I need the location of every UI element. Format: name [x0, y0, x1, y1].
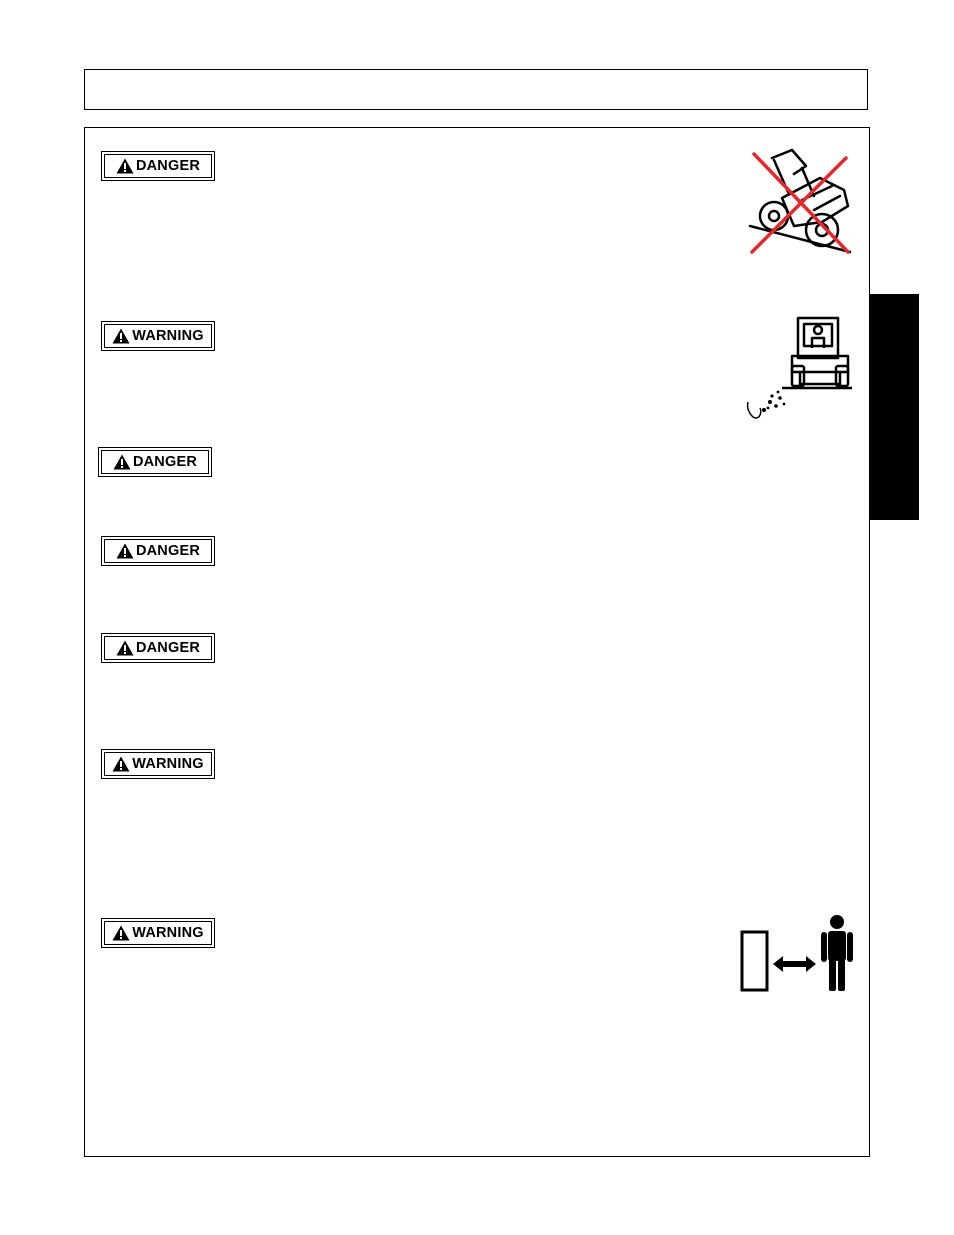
alert-triangle-icon: [112, 328, 130, 344]
label-word: WARNING: [132, 925, 204, 941]
danger-label: [101, 633, 215, 663]
section-side-tab: [869, 294, 919, 520]
alert-triangle-icon: [116, 543, 134, 559]
warning-label: [101, 918, 215, 948]
danger-label: [101, 151, 215, 181]
person-keep-distance-icon: [738, 912, 858, 994]
alert-triangle-icon: [116, 640, 134, 656]
page-header-box: [84, 69, 868, 110]
tractor-thrown-debris-icon: [742, 314, 854, 426]
alert-triangle-icon: [112, 756, 130, 772]
alert-triangle-icon: [112, 925, 130, 941]
label-word: DANGER: [135, 543, 201, 559]
alert-triangle-icon: [116, 158, 134, 174]
label-word: WARNING: [132, 328, 204, 344]
danger-label: [98, 447, 212, 477]
tractor-rollover-prohibited-icon: [742, 148, 854, 258]
alert-triangle-icon: [113, 454, 131, 470]
label-word: DANGER: [135, 158, 201, 174]
label-word: WARNING: [132, 756, 204, 772]
warning-label: [101, 321, 215, 351]
label-word: DANGER: [135, 640, 201, 656]
danger-label: [101, 536, 215, 566]
warning-label: [101, 749, 215, 779]
label-word: DANGER: [132, 454, 198, 470]
